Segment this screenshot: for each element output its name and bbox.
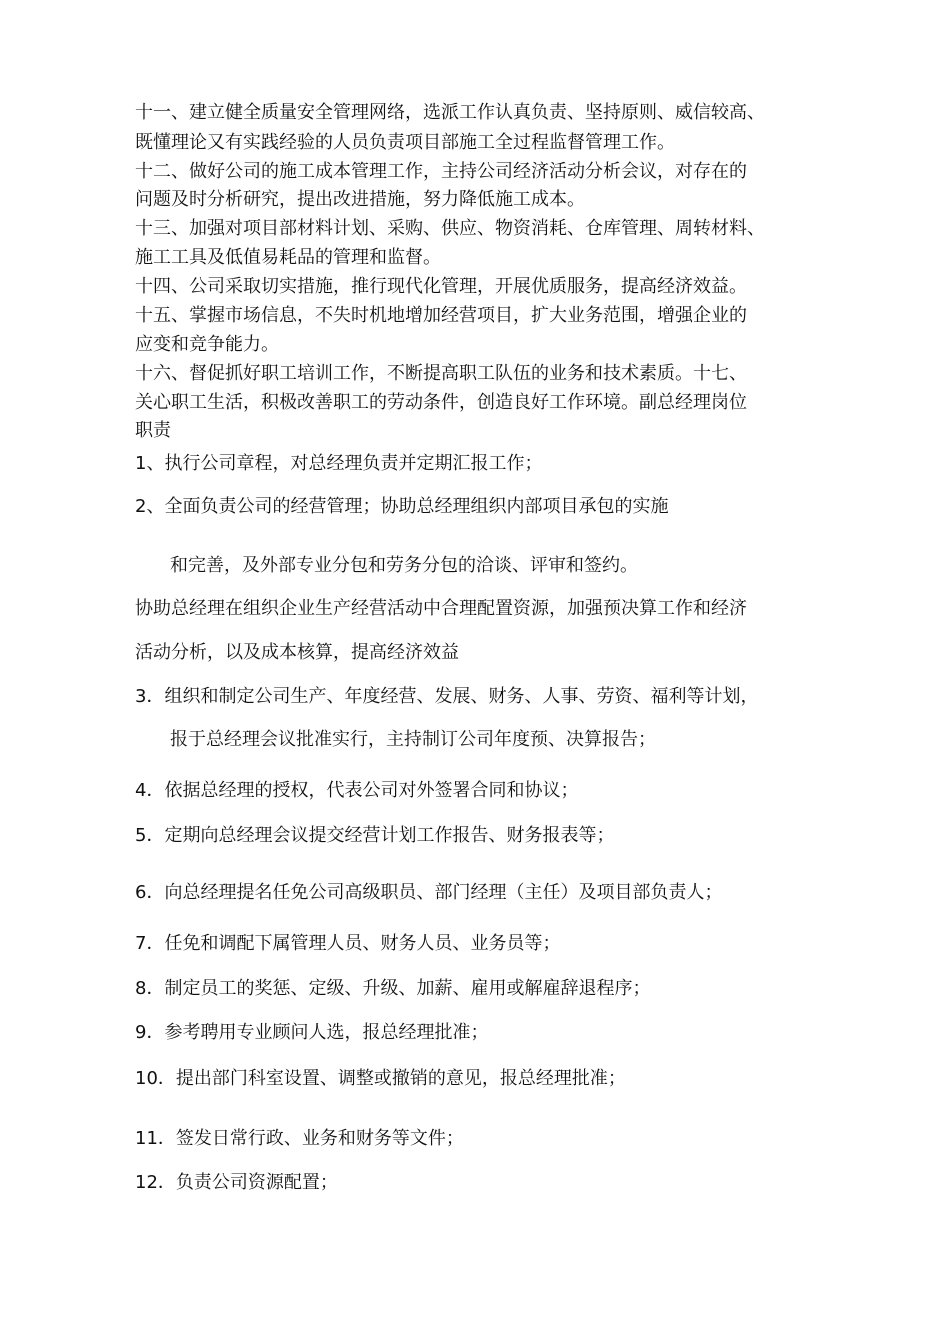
- text-line: 十三、加强对项目部材料计划、采购、供应、物资消耗、仓库管理、周转材料、: [135, 218, 765, 239]
- text-line: 十四、公司采取切实措施，推行现代化管理，开展优质服务，提高经济效益。: [135, 276, 747, 297]
- text-line: 十六、督促抓好职工培训工作，不断提高职工队伍的业务和技术素质。十七、: [135, 363, 747, 384]
- text-line: 十二、做好公司的施工成本管理工作，主持公司经济活动分析会议，对存在的: [135, 161, 747, 182]
- text-line: 协助总经理在组织企业生产经营活动中合理配置资源，加强预决算工作和经济: [135, 598, 747, 619]
- text-line: 应变和竞争能力。: [135, 334, 279, 355]
- text-line: 10．提出部门科室设置、调整或撤销的意见，报总经理批准；: [135, 1068, 626, 1089]
- text-line: 十五、掌握市场信息，不失时机地增加经营项目，扩大业务范围，增强企业的: [135, 305, 747, 326]
- text-line: 关心职工生活，积极改善职工的劳动条件，创造良好工作环境。副总经理岗位: [135, 392, 747, 413]
- text-line: 1、执行公司章程，对总经理负责并定期汇报工作；: [135, 453, 543, 474]
- text-line: 报于总经理会议批准实行，主持制订公司年度预、决算报告；: [170, 729, 656, 750]
- text-line: 十一、建立健全质量安全管理网络，选派工作认真负责、坚持原则、威信较高、: [135, 102, 765, 123]
- text-line: 既懂理论又有实践经验的人员负责项目部施工全过程监督管理工作。: [135, 132, 675, 153]
- text-line: 8．制定员工的奖惩、定级、升级、加薪、雇用或解雇辞退程序；: [135, 978, 651, 999]
- text-line: 活动分析，以及成本核算，提高经济效益: [135, 642, 459, 663]
- text-line: 6．向总经理提名任免公司高级职员、部门经理（主任）及项目部负责人；: [135, 882, 723, 903]
- text-line: 7．任免和调配下属管理人员、财务人员、业务员等；: [135, 933, 561, 954]
- text-line: 5．定期向总经理会议提交经营计划工作报告、财务报表等；: [135, 825, 615, 846]
- text-line: 职责: [135, 420, 171, 441]
- text-line: 11．签发日常行政、业务和财务等文件；: [135, 1128, 464, 1149]
- text-line: 2、全面负责公司的经营管理；协助总经理组织内部项目承包的实施: [135, 496, 669, 517]
- text-line: 3．组织和制定公司生产、年度经营、发展、财务、人事、劳资、福利等计划，: [135, 686, 759, 707]
- text-line: 9．参考聘用专业顾问人选，报总经理批准；: [135, 1022, 489, 1043]
- text-line: 和完善，及外部专业分包和劳务分包的洽谈、评审和签约。: [170, 555, 638, 576]
- text-line: 4．依据总经理的授权，代表公司对外签署合同和协议；: [135, 780, 579, 801]
- text-line: 施工工具及低值易耗品的管理和监督。: [135, 247, 441, 268]
- text-line: 12．负责公司资源配置；: [135, 1172, 338, 1193]
- text-line: 问题及时分析研究，提出改进措施，努力降低施工成本。: [135, 189, 585, 210]
